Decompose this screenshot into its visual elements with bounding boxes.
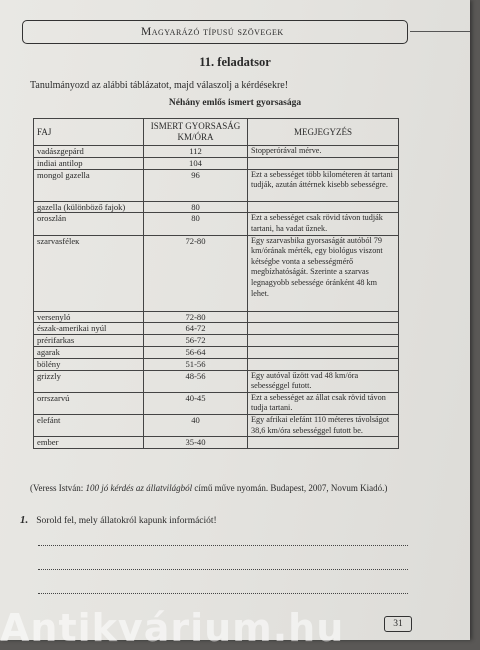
cell-megjegyzes [248, 311, 399, 323]
cell-megjegyzes: Ezt a sebességet több kilométeren át tartani tudják, azután áttérnek kisebb sebességre. [248, 169, 399, 201]
header-rule [410, 31, 470, 32]
table-row [34, 335, 399, 347]
cell-megjegyzes: Stopperórával mérve. [248, 146, 399, 158]
cell-sebesseg: 48-56 [144, 370, 248, 392]
cell-faj: oroszlán [34, 213, 144, 235]
question-text: Sorold fel, mely állatokról kapunk információt! [36, 516, 217, 526]
task-instruction: Tanulmányozd az alábbi táblázatot, majd válaszolj a kérdésekre! [30, 80, 289, 91]
table-row [34, 358, 399, 370]
table-row [34, 169, 399, 201]
cell-sebesseg: 35-40 [144, 437, 248, 449]
cell-megjegyzes [248, 201, 399, 213]
table-row [34, 346, 399, 358]
cell-megjegyzes: Ezt a sebességet az állat csak rövid távon tudja tartani. [248, 392, 399, 414]
table-row [34, 437, 399, 449]
column-header-sebesseg: ISMERT GYORSASÁG KM/ÓRA [144, 119, 248, 146]
task-title: 11. feladatsor [199, 55, 271, 69]
cell-sebesseg: 80 [144, 201, 248, 213]
cell-megjegyzes [248, 323, 399, 335]
cell-faj: ember [34, 437, 144, 449]
question-1 [20, 514, 217, 526]
cell-sebesseg: 104 [144, 157, 248, 169]
cell-megjegyzes: Ezt a sebességet csak rövid távon tudják tartani, ha vadat űznek. [248, 213, 399, 235]
cell-megjegyzes: Egy afrikai elefánt 110 méteres távolságot 38,6 km/óra sebességgel futott be. [248, 414, 399, 436]
answer-line[interactable] [38, 593, 408, 594]
cell-sebesseg: 96 [144, 169, 248, 201]
question-number: 1. [20, 514, 29, 526]
table-row [34, 235, 399, 311]
cell-megjegyzes [248, 437, 399, 449]
cell-faj: indiai antilop [34, 157, 144, 169]
source-citation [30, 483, 387, 493]
column-header-megjegyzes: MEGJEGYZÉS [248, 119, 399, 146]
table-row [34, 157, 399, 169]
speed-table [33, 118, 399, 449]
cell-sebesseg: 40 [144, 414, 248, 436]
cell-megjegyzes [248, 358, 399, 370]
cell-faj: vadászgepárd [34, 146, 144, 158]
cell-sebesseg: 56-72 [144, 335, 248, 347]
page-number: 31 [384, 616, 412, 632]
cell-megjegyzes [248, 346, 399, 358]
cell-faj: agarak [34, 346, 144, 358]
cell-faj: gazella (különböző fajok) [34, 201, 144, 213]
cell-faj: prérifarkas [34, 335, 144, 347]
source-prefix: (Veress István: [30, 483, 86, 493]
cell-faj: bölény [34, 358, 144, 370]
cell-faj: elefánt [34, 414, 144, 436]
source-title: 100 jó kérdés az állatvilágból [85, 483, 193, 493]
answer-line[interactable] [38, 545, 408, 546]
table-row [34, 311, 399, 323]
table-row [34, 201, 399, 213]
table-row [34, 370, 399, 392]
cell-megjegyzes: Egy autóval űzött vad 48 km/óra sebességgel futott. [248, 370, 399, 392]
cell-sebesseg: 112 [144, 146, 248, 158]
cell-sebesseg: 72-80 [144, 235, 248, 311]
cell-faj: észak-amerikai nyúl [34, 323, 144, 335]
cell-faj: szarvasféleк [34, 235, 144, 311]
watermark: Antikvárium.hu [0, 606, 345, 650]
cell-sebesseg: 80 [144, 213, 248, 235]
table-row [34, 414, 399, 436]
table-row [34, 392, 399, 414]
section-header: Magyarázó típusú szövegek [22, 20, 408, 44]
table-caption: Néhány emlős ismert gyorsasága [168, 98, 302, 108]
cell-faj: orrszarvú [34, 392, 144, 414]
cell-faj: grizzly [34, 370, 144, 392]
source-suffix: című műve nyomán. Budapest, 2007, Novum Kiadó.) [192, 483, 388, 493]
table-header-row [34, 119, 399, 146]
column-header-faj: FAJ [34, 119, 144, 146]
table-row [34, 146, 399, 158]
cell-sebesseg: 64-72 [144, 323, 248, 335]
cell-sebesseg: 72-80 [144, 311, 248, 323]
cell-faj: mongol gazella [34, 169, 144, 201]
cell-sebesseg: 51-56 [144, 358, 248, 370]
cell-faj: versenyló [34, 311, 144, 323]
cell-megjegyzes: Egy szarvasbika gyorsaságát autóból 79 km/órának mérték, egy biológus viszont kétségbe vonta a sebességmérő megbízhatóságát. Szerinte a szarvas legnagyobb sebessége óránként 48 km lehet. [248, 235, 399, 311]
cell-sebesseg: 40-45 [144, 392, 248, 414]
cell-sebesseg: 56-64 [144, 346, 248, 358]
cell-megjegyzes [248, 335, 399, 347]
answer-line[interactable] [38, 569, 408, 570]
cell-megjegyzes [248, 157, 399, 169]
table-row [34, 213, 399, 235]
table-row [34, 323, 399, 335]
